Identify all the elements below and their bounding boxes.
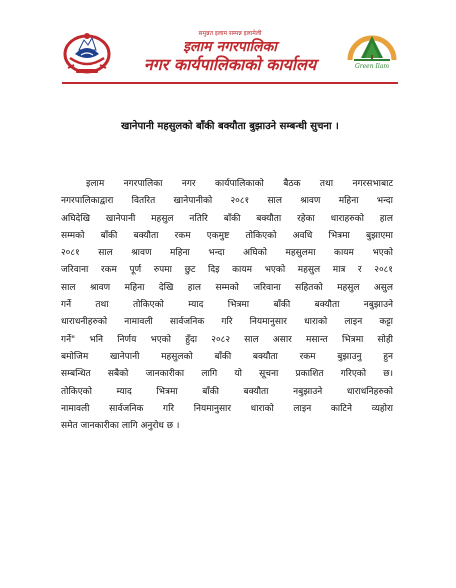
green-ilam-logo bbox=[346, 28, 398, 74]
notice-line: सम्बन्धित सबैको जानकारीका लागि यो सूचना प्रकाशित गरिएको छ। bbox=[61, 369, 393, 380]
green-ilam-emblem-icon bbox=[346, 28, 398, 64]
notice-line: सम्मको बाँकी बक्यौता रकम एकमुष्ट तोकिएको अवधि भित्रमा बुझाएमा bbox=[61, 230, 393, 241]
notice-line: साल श्रावण महिना देखि हाल सम्मको जरिवाना सहितको महसुल असुल bbox=[61, 282, 393, 293]
notice-line: २०८१ साल श्रावण महिना भन्दा अघिको महसुलमा कायम भएको bbox=[61, 248, 393, 259]
office-name: नगर कार्यपालिकाको कार्यालय bbox=[143, 55, 317, 74]
notice-line: अघिदेखि खानेपानी महसुल नतिरि बाँकी बक्यौता रहेका धाराहरुको हाल bbox=[61, 213, 393, 224]
notice-line: नगरपालिकाद्वारा वितरित खानेपानीको २०८१ साल श्रावण महिना भन्दा bbox=[61, 196, 393, 207]
header-divider bbox=[62, 82, 398, 84]
notice-body bbox=[61, 176, 393, 435]
notice-line: जरिवाना रकम पूर्ण रुपमा छुट दिइ कायम भएको महसुल मात्र र २०८१ bbox=[61, 265, 393, 276]
header-tagline: समुन्नत इलाम सम्पन्न इलामेली bbox=[198, 30, 262, 37]
nepal-government-emblem-icon bbox=[62, 28, 112, 76]
notice-line: नामावली सार्वजनिक गरि नियमानुसार धाराको लाइन काटिने व्यहोरा bbox=[61, 403, 393, 414]
notice-line: धाराधनीहरुको नामावली सार्वजनिक गरि नियमानुसार धाराको लाइन कट्टा bbox=[61, 317, 393, 328]
green-ilam-caption: Green Ilam bbox=[354, 63, 390, 70]
municipality-name: इलाम नगरपालिका bbox=[183, 39, 277, 55]
notice-subject: खानेपानी महसुलको बाँकी बक्यौता बुझाउने सम्बन्धी सुचना । bbox=[121, 121, 339, 132]
notice-line: बमोजिम खानेपानी महसुलको बाँकी बक्यौता रकम बुझाउनु हुन bbox=[61, 351, 393, 362]
notice-line: तोकिएको म्याद भित्रमा बाँकी बक्यौता नबुझाउने धाराधनिहरुको bbox=[61, 386, 393, 397]
notice-line: समेत जानकारीका लागि अनुरोध छ । bbox=[61, 421, 180, 432]
notice-line: गर्ने तथा तोकिएको म्याद भित्रमा बाँकी बक्यौता नबुझाउने bbox=[61, 300, 393, 311]
notice-line: गर्ने" भनि निर्णय भएको हुँदा २०८२ साल असार मसान्त भित्रमा सोही bbox=[61, 334, 393, 345]
notice-line: इलाम नगरपालिका नगर कार्यपालिकाको बैठक तथा नगरसभाबाट bbox=[86, 179, 393, 189]
